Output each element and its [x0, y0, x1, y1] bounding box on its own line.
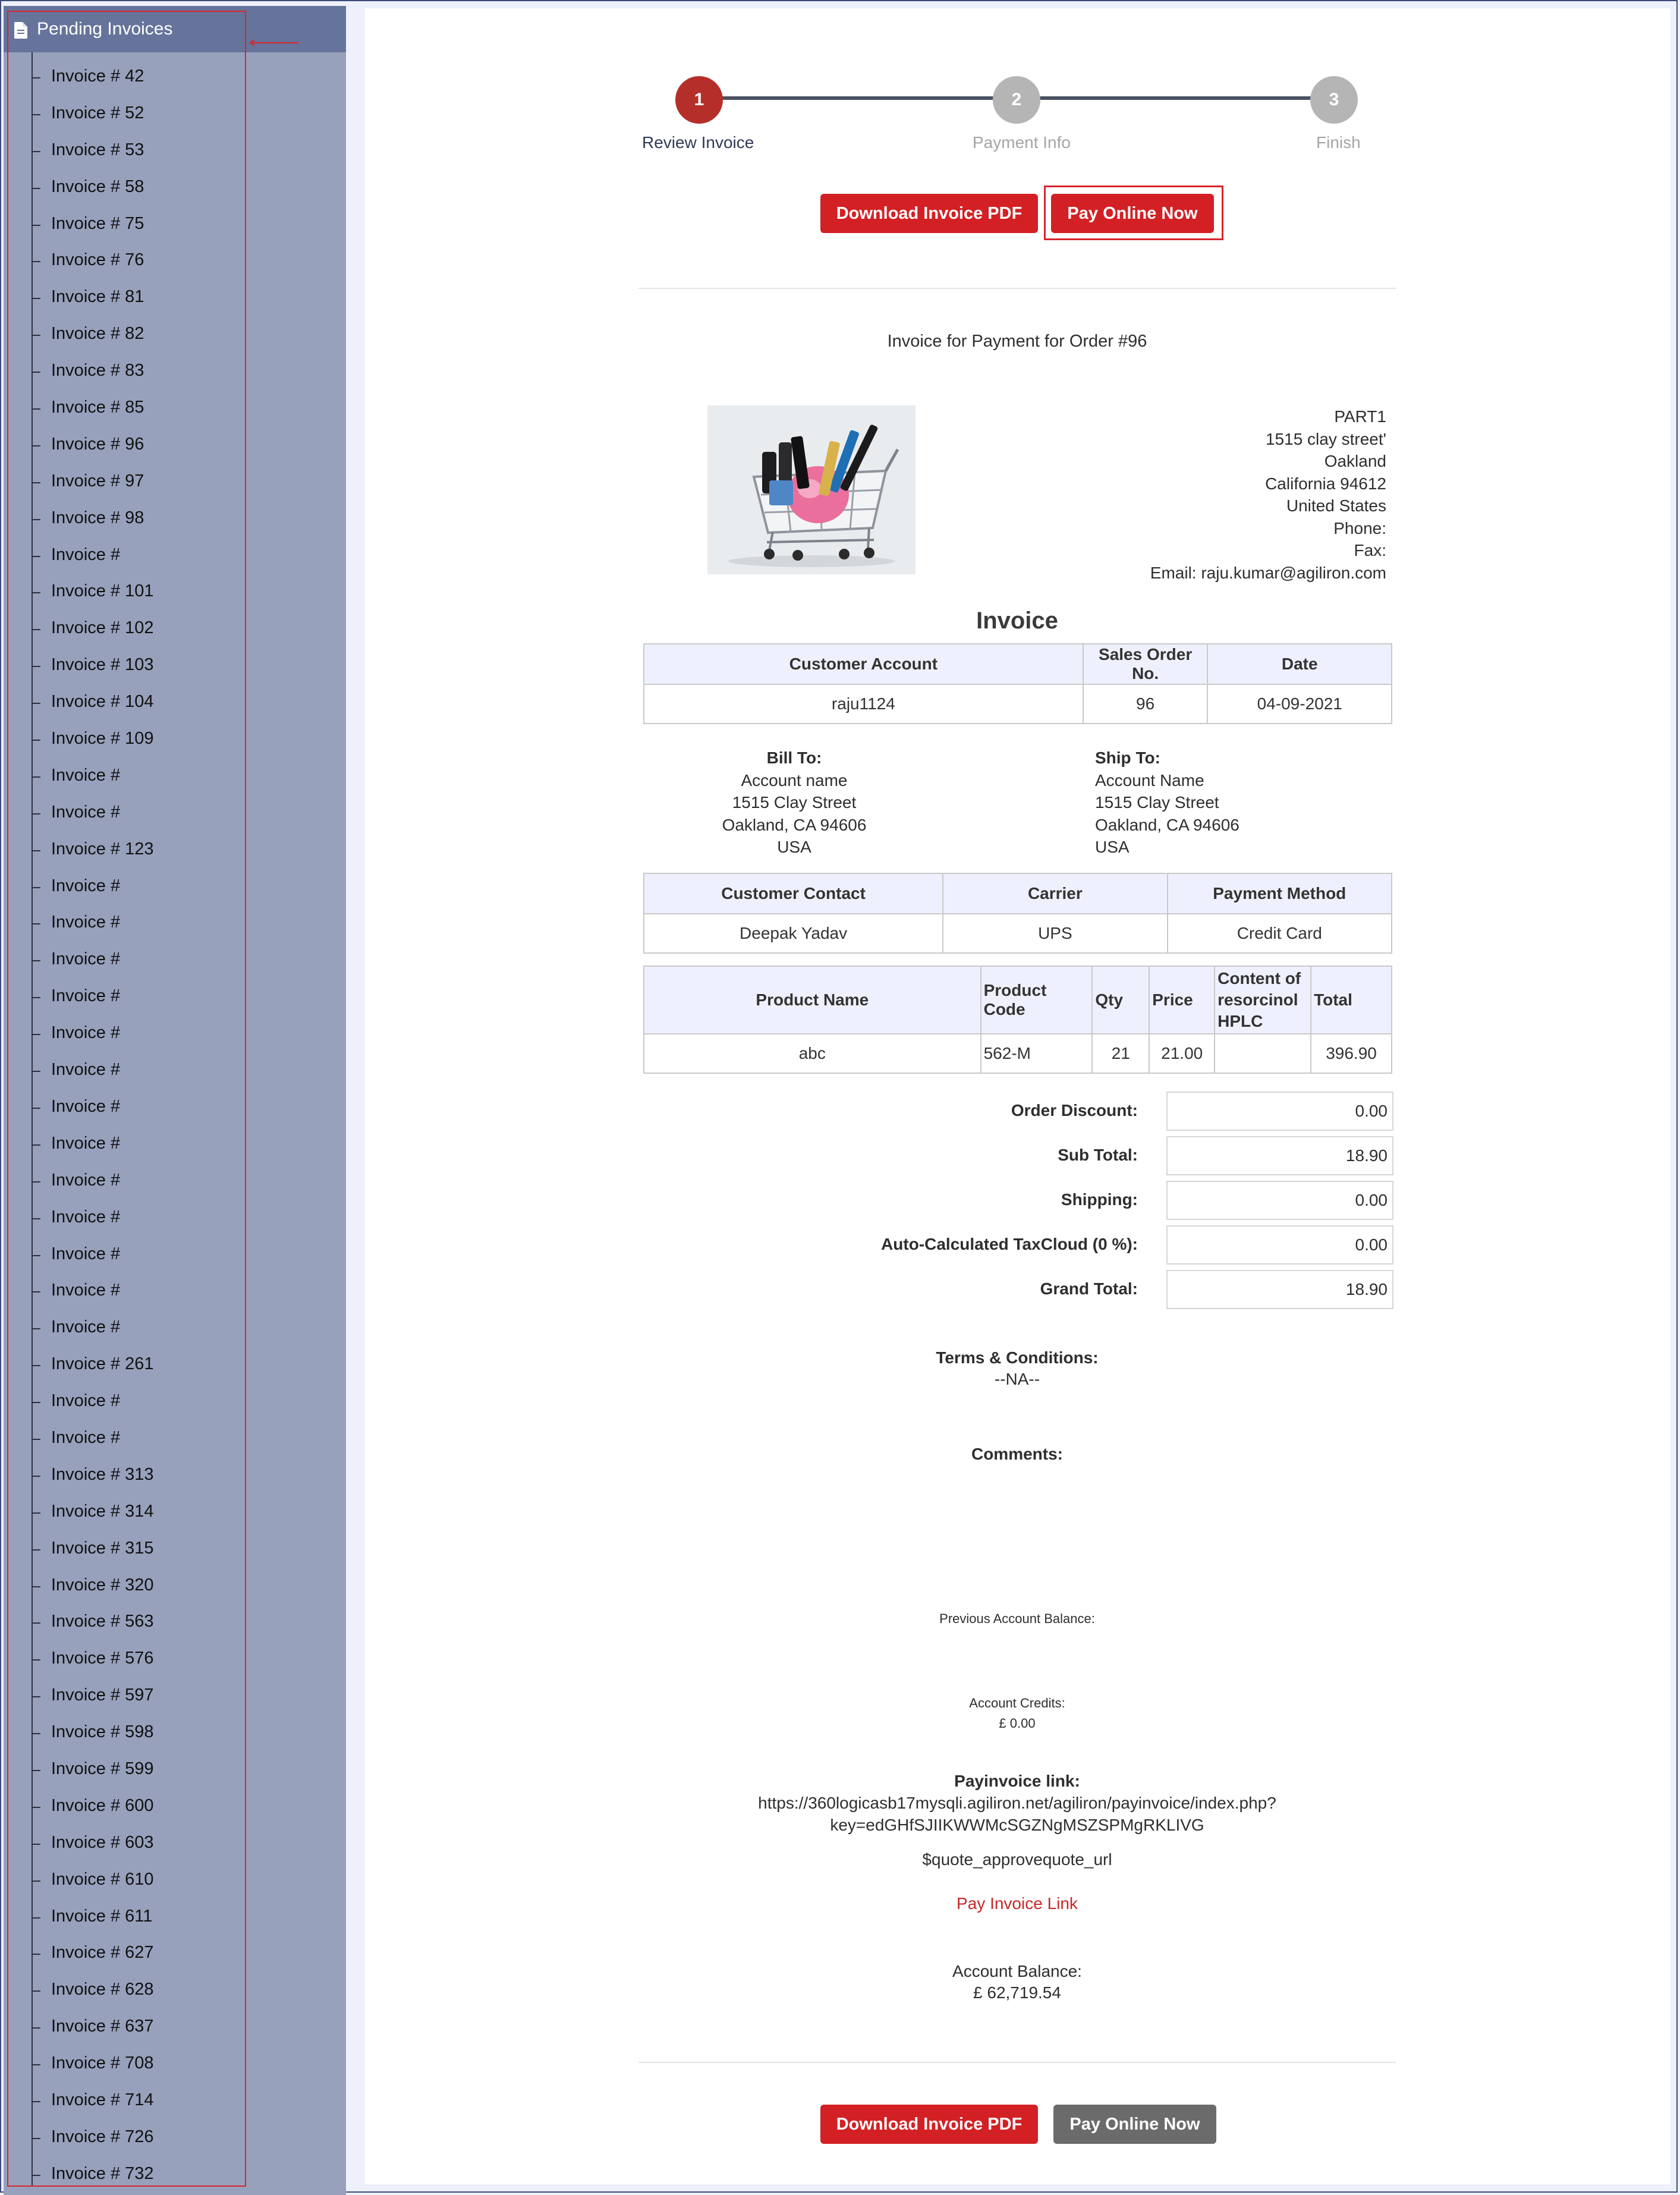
cell-customer-account: raju1124 [644, 684, 1083, 724]
invoice-label: Invoice # 597 [51, 1685, 154, 1705]
invoice-label: Invoice # [51, 876, 121, 895]
step-3-circle[interactable]: 3 [1310, 76, 1358, 124]
sidebar-invoice-item[interactable] [4, 1858, 241, 1895]
tree-branch [32, 1696, 40, 1697]
bill-to-country: USA [777, 838, 811, 856]
tree-branch [32, 482, 40, 483]
tree-branch [32, 2138, 40, 2139]
invoice-label: Invoice # 314 [51, 1501, 154, 1521]
sidebar-invoice-item[interactable] [4, 2042, 241, 2078]
invoice-label: Invoice # [51, 765, 121, 785]
tree-branch [32, 1439, 40, 1440]
step-2-label: Payment Info [973, 133, 1071, 152]
sidebar-invoice-item[interactable] [4, 1011, 241, 1048]
tree-branch [32, 1291, 40, 1293]
invoice-label: Invoice # 261 [51, 1354, 154, 1374]
company-name: PART1 [1334, 407, 1386, 426]
stepper [638, 42, 1393, 152]
tree-branch [32, 850, 40, 851]
tree-branch [32, 556, 40, 557]
tree-branch [32, 1549, 40, 1551]
company-email: Email: raju.kumar@agiliron.com [1150, 563, 1386, 582]
invoice-label: Invoice # [51, 1427, 121, 1447]
shipping-value: 0.00 [1166, 1181, 1393, 1220]
order-discount-value: 0.00 [1166, 1092, 1393, 1131]
tree-branch [32, 1402, 40, 1403]
sidebar-invoice-item[interactable] [4, 828, 241, 864]
company-fax: Fax: [1354, 541, 1386, 559]
invoice-label: Invoice # 102 [51, 618, 154, 638]
sidebar-invoice-item[interactable] [4, 643, 241, 680]
tree-branch [32, 1218, 40, 1219]
sidebar-invoice-item[interactable] [4, 1232, 241, 1269]
tree-branch [32, 1071, 40, 1072]
bill-to-city: Oakland, CA 94606 [722, 815, 867, 834]
invoice-label: Invoice # 101 [51, 581, 154, 601]
cell-product-code: 562-M [981, 1034, 1093, 1073]
sidebar-invoice-item[interactable] [4, 717, 241, 754]
invoice-label: Invoice # [51, 949, 121, 969]
col-total: Total [1311, 966, 1392, 1034]
invoice-label: Invoice # 96 [51, 434, 144, 454]
invoice-label: Invoice # [51, 1207, 121, 1227]
tree-branch [32, 261, 40, 262]
ship-to-name: Account Name [1095, 771, 1204, 790]
sidebar-invoice-item[interactable] [4, 1085, 241, 1122]
sidebar-invoice-item[interactable] [4, 1637, 241, 1674]
cell-date: 04-09-2021 [1207, 684, 1392, 724]
invoice-label: Invoice # 85 [51, 398, 144, 417]
invoice-label: Invoice # [51, 1317, 121, 1337]
invoice-label: Invoice # 123 [51, 839, 154, 858]
invoice-label: Invoice # 76 [51, 250, 144, 270]
invoice-label: Invoice # 611 [51, 1906, 153, 1926]
sidebar-invoice-item[interactable] [4, 974, 241, 1011]
shopping-cart-image [707, 405, 915, 574]
pay-online-button[interactable]: Pay Online Now [1051, 194, 1214, 233]
tree-branch [32, 1954, 40, 1955]
tree-branch [32, 2175, 40, 2176]
sidebar-invoice-item[interactable] [4, 460, 241, 496]
tree-branch [32, 2064, 40, 2065]
tree-branch [32, 225, 40, 226]
invoice-label: Invoice # [51, 1281, 121, 1300]
payinvoice-url-line1: https://360logicasb17mysqli.agiliron.net/agiliron/payinvoice/index.php? [758, 1794, 1276, 1812]
tree-branch [32, 1807, 40, 1808]
step-connector [1037, 96, 1334, 100]
cell-total: 396.90 [1311, 1034, 1392, 1073]
sidebar-invoice-item[interactable] [4, 423, 241, 460]
step-1-circle[interactable]: 1 [675, 76, 723, 124]
sidebar-invoice-item[interactable] [4, 606, 241, 643]
col-carrier: Carrier [943, 873, 1167, 914]
tree-branch [32, 1365, 40, 1366]
invoice-label: Invoice # 637 [51, 2017, 154, 2036]
invoice-label: Invoice # [51, 545, 121, 564]
invoice-label: Invoice # 726 [51, 2127, 154, 2146]
sub-total-value: 18.90 [1166, 1136, 1393, 1175]
sidebar-invoice-item[interactable] [4, 1490, 241, 1527]
tree-branch [32, 1255, 40, 1256]
invoice-label: Invoice # [51, 1244, 121, 1263]
tree-branch [32, 445, 40, 446]
pay-online-button-bottom[interactable]: Pay Online Now [1053, 2105, 1216, 2144]
cell-sales-order: 96 [1083, 684, 1208, 724]
sidebar-invoice-item[interactable] [4, 496, 241, 533]
payinvoice-label: Payinvoice link: [954, 1772, 1080, 1790]
invoice-label: Invoice # 97 [51, 471, 144, 490]
sidebar-invoice-item[interactable] [4, 55, 241, 92]
sidebar-invoice-item[interactable] [4, 2115, 241, 2152]
sidebar-invoice-item[interactable] [4, 901, 241, 938]
contact-table [643, 873, 1392, 954]
invoice-label: Invoice # 83 [51, 361, 144, 380]
company-country: United States [1286, 496, 1386, 515]
invoice-label: Invoice # [51, 1096, 121, 1116]
col-customer-account: Customer Account [644, 644, 1083, 684]
company-address [1150, 405, 1386, 584]
invoice-label: Invoice # 109 [51, 729, 154, 749]
col-price: Price [1149, 966, 1215, 1034]
tree-branch [32, 776, 40, 778]
tree-branch [32, 592, 40, 593]
cell-payment-method: Credit Card [1168, 914, 1392, 953]
grand-total-label: Grand Total: [1040, 1279, 1138, 1298]
tree-branch [32, 114, 40, 115]
tree-branch [32, 1328, 40, 1329]
sidebar-invoice-item[interactable] [4, 754, 241, 791]
previous-balance-label: Previous Account Balance: [939, 1611, 1095, 1626]
step-connector [698, 96, 995, 100]
bill-to-name: Account name [741, 771, 848, 790]
invoice-label: Invoice # 82 [51, 324, 144, 344]
cell-price: 21.00 [1149, 1034, 1215, 1073]
sidebar-invoice-item[interactable] [4, 1710, 241, 1747]
tax-value: 0.00 [1166, 1225, 1393, 1265]
payinvoice-url-line2: key=edGHfSJIIKWWMcSGZNgMSZSPMgRKLIVG [830, 1816, 1204, 1834]
sidebar-invoice-item[interactable] [4, 386, 241, 423]
sidebar-invoice-item[interactable] [4, 938, 241, 974]
invoice-label: Invoice # [51, 1170, 121, 1190]
tree-branch [32, 1181, 40, 1183]
bill-to [717, 747, 872, 858]
sub-total-label: Sub Total: [1058, 1146, 1138, 1164]
tree-branch [32, 1034, 40, 1035]
tree-branch [32, 666, 40, 667]
invoice-label: Invoice # 708 [51, 2054, 154, 2073]
invoice-label: Invoice # 75 [51, 213, 144, 233]
cell-customer-contact: Deepak Yadav [644, 914, 943, 953]
sidebar-invoice-item[interactable] [4, 533, 241, 570]
sidebar-invoice-item[interactable] [4, 1784, 241, 1821]
account-balance-label: Account Balance: [952, 1962, 1082, 1980]
invoice-label: Invoice # 58 [51, 177, 144, 196]
sidebar-invoice-item[interactable] [4, 680, 241, 717]
invoice-label: Invoice # [51, 986, 121, 1006]
invoice-label: Invoice # 103 [51, 655, 154, 675]
bill-to-label: Bill To: [766, 749, 822, 767]
invoice-label: Invoice # 98 [51, 508, 144, 527]
step-2-circle[interactable]: 2 [993, 76, 1040, 124]
sidebar-invoice-item[interactable] [4, 1931, 241, 1968]
col-qty: Qty [1092, 966, 1149, 1034]
sidebar-invoice-item[interactable] [4, 1048, 241, 1085]
tree-branch [32, 923, 40, 924]
tree-branch [32, 1733, 40, 1734]
tree-branch [32, 1844, 40, 1845]
invoice-label: Invoice # [51, 913, 121, 932]
sidebar-invoice-item[interactable] [4, 1269, 241, 1306]
ship-to [1095, 747, 1273, 858]
sidebar-invoice-item[interactable] [4, 1379, 241, 1416]
product-table [643, 966, 1392, 1074]
divider [638, 288, 1396, 289]
cell-content-hplc [1215, 1034, 1311, 1073]
ship-to-street: 1515 Clay Street [1095, 793, 1219, 812]
tree-branch [32, 1659, 40, 1661]
tree-branch [32, 1770, 40, 1771]
tree-branch [32, 1586, 40, 1587]
sidebar-invoice-item[interactable] [4, 1342, 241, 1379]
invoice-label: Invoice # 313 [51, 1464, 154, 1484]
company-street: 1515 clay street' [1265, 429, 1386, 448]
terms-label: Terms & Conditions: [936, 1348, 1099, 1367]
sidebar-invoice-item[interactable] [4, 2078, 241, 2115]
sidebar-invoice-item[interactable] [4, 202, 241, 239]
cell-product-name: abc [644, 1034, 981, 1073]
col-payment-method: Payment Method [1168, 873, 1392, 914]
sidebar-invoice-item[interactable] [4, 165, 241, 202]
tree-branch [32, 629, 40, 630]
sidebar-invoice-item[interactable] [4, 570, 241, 606]
invoice-label: Invoice # 320 [51, 1575, 154, 1595]
divider [638, 2062, 1396, 2063]
sidebar-invoice-item[interactable] [4, 1895, 241, 1932]
sidebar [4, 6, 346, 2195]
tree-branch [32, 1917, 40, 1919]
grand-total-value: 18.90 [1166, 1270, 1393, 1309]
sidebar-invoice-item[interactable] [4, 1674, 241, 1710]
sidebar-invoice-item[interactable] [4, 1968, 241, 2005]
approve-quote-placeholder: $quote_approvequote_url [922, 1850, 1112, 1869]
tree-branch [32, 372, 40, 373]
col-date: Date [1207, 644, 1392, 684]
cell-qty: 21 [1092, 1034, 1149, 1073]
sidebar-invoice-item[interactable] [4, 2005, 241, 2042]
download-pdf-button-bottom[interactable]: Download Invoice PDF [820, 2105, 1038, 2144]
tree-branch [32, 997, 40, 998]
shipping-label: Shipping: [1061, 1190, 1138, 1209]
invoice-label: Invoice # 600 [51, 1795, 154, 1815]
invoice-label: Invoice # 603 [51, 1832, 154, 1852]
sidebar-invoice-item[interactable] [4, 1122, 241, 1159]
tree-branch [32, 335, 40, 336]
bill-to-street: 1515 Clay Street [732, 793, 857, 812]
invoice-label: Invoice # 599 [51, 1759, 154, 1778]
invoice-label: Invoice # 576 [51, 1649, 154, 1668]
sidebar-invoice-item[interactable] [4, 2152, 241, 2189]
sidebar-invoice-item[interactable] [4, 1564, 241, 1600]
invoice-label: Invoice # 81 [51, 287, 144, 307]
tree-branch [32, 519, 40, 520]
tree-branch [32, 703, 40, 704]
tree-branch [32, 151, 40, 152]
tree-branch [32, 1108, 40, 1109]
account-credits-label: Account Credits: [969, 1696, 1065, 1710]
invoice-label: Invoice # 714 [51, 2090, 154, 2109]
col-content-hplc: Content of resorcinol HPLC [1215, 966, 1311, 1034]
step-1-label: Review Invoice [642, 133, 754, 152]
tree-branch [32, 188, 40, 189]
tree-branch [32, 2101, 40, 2102]
sidebar-invoice-item[interactable] [4, 1416, 241, 1453]
invoice-label: Invoice # 315 [51, 1538, 154, 1558]
tree-branch [32, 1476, 40, 1477]
invoice-label: Invoice # [51, 1023, 121, 1043]
tree-branch [32, 1512, 40, 1514]
invoice-label: Invoice # 563 [51, 1612, 154, 1631]
invoice-label: Invoice # 598 [51, 1722, 154, 1742]
tree-branch [32, 1990, 40, 1992]
col-product-code: Product Code [981, 966, 1093, 1034]
invoice-heading: Invoice for Payment for Order #96 [887, 332, 1147, 351]
col-customer-contact: Customer Contact [644, 873, 943, 914]
sidebar-invoice-item[interactable] [4, 238, 241, 275]
company-city: Oakland [1324, 452, 1386, 470]
invoice-label: Invoice # [51, 1133, 121, 1153]
tree-branch [32, 1622, 40, 1624]
tree-branch [32, 298, 40, 299]
cell-carrier: UPS [943, 914, 1167, 953]
pay-invoice-link[interactable]: Pay Invoice Link [957, 1894, 1078, 1913]
invoice-label: Invoice # 42 [51, 67, 144, 86]
step-3-label: Finish [1316, 133, 1361, 152]
sidebar-invoice-item[interactable] [4, 1196, 241, 1232]
invoice-label: Invoice # 104 [51, 692, 154, 712]
ship-to-country: USA [1095, 838, 1130, 856]
invoice-label: Invoice # 627 [51, 1943, 154, 1963]
company-phone: Phone: [1333, 518, 1386, 537]
sidebar-invoice-item[interactable] [4, 1527, 241, 1564]
tree-branch [32, 813, 40, 815]
invoice-label: Invoice # 610 [51, 1869, 154, 1889]
invoice-label: Invoice # [51, 1391, 121, 1411]
invoice-label: Invoice # [51, 1060, 121, 1080]
tree-branch [32, 887, 40, 888]
invoice-label: Invoice # 628 [51, 1980, 154, 1999]
main-panel [365, 8, 1670, 2184]
sidebar-invoice-item[interactable] [4, 349, 241, 386]
sidebar-invoice-item[interactable] [4, 1747, 241, 1784]
sidebar-invoice-item[interactable] [4, 1306, 241, 1342]
document-icon [14, 22, 27, 39]
arrow-left-icon [248, 39, 298, 46]
company-state-zip: California 94612 [1265, 474, 1386, 493]
sidebar-invoice-item[interactable] [4, 275, 241, 312]
invoice-list [4, 55, 241, 2189]
tree-branch [32, 77, 40, 78]
account-credits-value: £ 0.00 [999, 1716, 1036, 1731]
order-discount-label: Order Discount: [1011, 1101, 1138, 1119]
tree-branch [32, 1144, 40, 1146]
ship-to-city: Oakland, CA 94606 [1095, 815, 1239, 834]
invoice-label: Invoice # 53 [51, 140, 144, 159]
tax-label: Auto-Calculated TaxCloud (0 %): [881, 1235, 1138, 1253]
tree-branch [32, 1880, 40, 1882]
tree-branch [32, 740, 40, 741]
download-pdf-button[interactable]: Download Invoice PDF [820, 194, 1038, 233]
tree-branch [32, 960, 40, 961]
invoice-label: Invoice # [51, 802, 121, 822]
sidebar-invoice-item[interactable] [4, 1159, 241, 1196]
invoice-title: Invoice [976, 608, 1058, 634]
terms-value: --NA-- [994, 1370, 1040, 1388]
invoice-label: Invoice # 52 [51, 103, 144, 122]
sidebar-invoice-item[interactable] [4, 1600, 241, 1637]
sidebar-invoice-item[interactable] [4, 1821, 241, 1858]
comments-label: Comments: [971, 1445, 1063, 1463]
sidebar-invoice-item[interactable] [4, 1453, 241, 1490]
invoice-label: Invoice # 732 [51, 2163, 154, 2183]
sidebar-invoice-item[interactable] [4, 312, 241, 349]
ship-to-label: Ship To: [1095, 749, 1160, 767]
sidebar-invoice-item[interactable] [4, 92, 241, 128]
sidebar-invoice-item[interactable] [4, 791, 241, 828]
tree-branch [32, 408, 40, 410]
sidebar-invoice-item[interactable] [4, 864, 241, 901]
sidebar-title: Pending Invoices [37, 19, 173, 39]
tree-branch [32, 2027, 40, 2029]
col-sales-order: Sales Order No. [1083, 644, 1208, 684]
account-balance-value: £ 62,719.54 [973, 1983, 1061, 2002]
sidebar-invoice-item[interactable] [4, 128, 241, 165]
summary-table [643, 643, 1392, 724]
col-product-name: Product Name [644, 966, 981, 1034]
